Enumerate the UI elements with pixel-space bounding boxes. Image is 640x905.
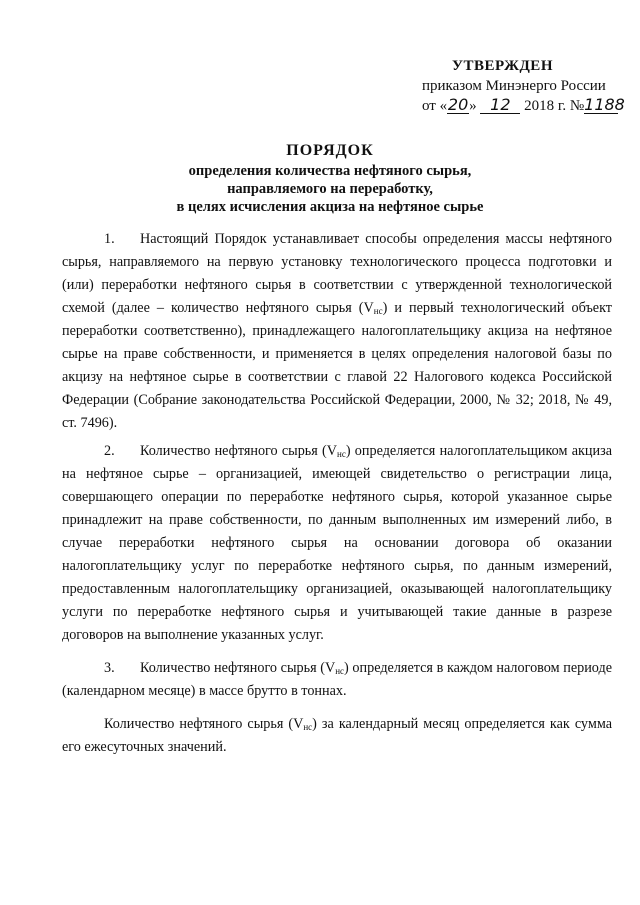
paragraph-1-number: 1. xyxy=(104,231,115,247)
paragraph-2-text-b: ) определяется налогоплательщиком акциза на нефтяное сырье – организацией, имеющей свидетельство о регистрации лица, совершающего операции по переработке нефтяного сырья, которой указанное сырье принадлежит на праве собственности, по данным выполненных им измерений либо, в случае переработки нефтяного сырья на основании договора об оказании налогоплательщику услуг по переработке нефтяного сырья, по данным измерений, предоставленным налогоплательщику организацией, оказывающей налогоплательщику услуги по переработке нефтяного сырья и учитывающей такие данные в разрезе договоров на выполнение указанных услуг. xyxy=(62,443,612,643)
paragraph-2 xyxy=(62,440,612,647)
year-text: 2018 г. № xyxy=(524,98,585,114)
paragraph-4 xyxy=(62,713,612,759)
paragraph-1-text-a: Настоящий Порядок устанавливает способы определения массы нефтяного сырья, направляемого на первую установку технологического процесса подготовки и (или) переработки нефтяного сырья в соответствии с утвержденной технологической схемой (далее – количество нефтяного сырья (V xyxy=(62,231,612,316)
approval-title: УТВЕРЖДЕН xyxy=(452,58,553,74)
paragraph-2-number: 2. xyxy=(104,443,115,459)
document-heading xyxy=(80,142,580,216)
handwritten-order-number: 1188 xyxy=(584,95,625,114)
heading-line-2: направляемого на переработку, xyxy=(227,181,433,197)
paragraph-2-subscript: нс xyxy=(337,449,346,459)
approval-block xyxy=(422,56,625,116)
paragraph-3-subscript: нс xyxy=(335,666,345,676)
paragraph-3 xyxy=(62,657,612,703)
handwritten-month: 12 xyxy=(480,97,520,114)
paragraph-1 xyxy=(62,228,612,435)
approval-date-line xyxy=(422,95,625,116)
document-body xyxy=(62,228,612,769)
heading-line-1: определения количества нефтяного сырья, xyxy=(188,163,472,179)
paragraph-1-text-b: ) и первый технологический объект переработки соответственно), принадлежащего налогоплательщику акциза на нефтяное сырье на праве собственности, и применяется в целях определения налоговой базы по акцизу на нефтяное сырье в соответствии с главой 22 Налогового кодекса Российской Федерации (Собрание законодательства Российской Федерации, 2000, № 32; 2018, № 49, ст. 7496). xyxy=(62,300,612,431)
paragraph-3-number: 3. xyxy=(104,660,115,676)
quote-close: » xyxy=(469,98,477,114)
from-label: от « xyxy=(422,98,448,114)
paragraph-3-text-b: ) определяется в каждом налоговом периоде (календарном месяце) в массе брутто в тоннах. xyxy=(62,660,612,699)
heading-title: ПОРЯДОК xyxy=(286,142,374,159)
handwritten-day: 20 xyxy=(447,95,469,114)
paragraph-1-subscript: нс xyxy=(373,306,383,316)
paragraph-4-text-a: Количество нефтяного сырья (V xyxy=(104,716,304,732)
approval-order-line: приказом Минэнерго России xyxy=(422,78,606,94)
paragraph-4-subscript: нс xyxy=(303,722,313,732)
paragraph-2-text-a: Количество нефтяного сырья (V xyxy=(140,443,338,459)
heading-line-3: в целях исчисления акциза на нефтяное сырье xyxy=(176,199,484,215)
paragraph-4-text-b: ) за календарный месяц определяется как сумма его ежесуточных значений. xyxy=(62,716,612,755)
paragraph-3-text-a: Количество нефтяного сырья (V xyxy=(140,660,336,676)
